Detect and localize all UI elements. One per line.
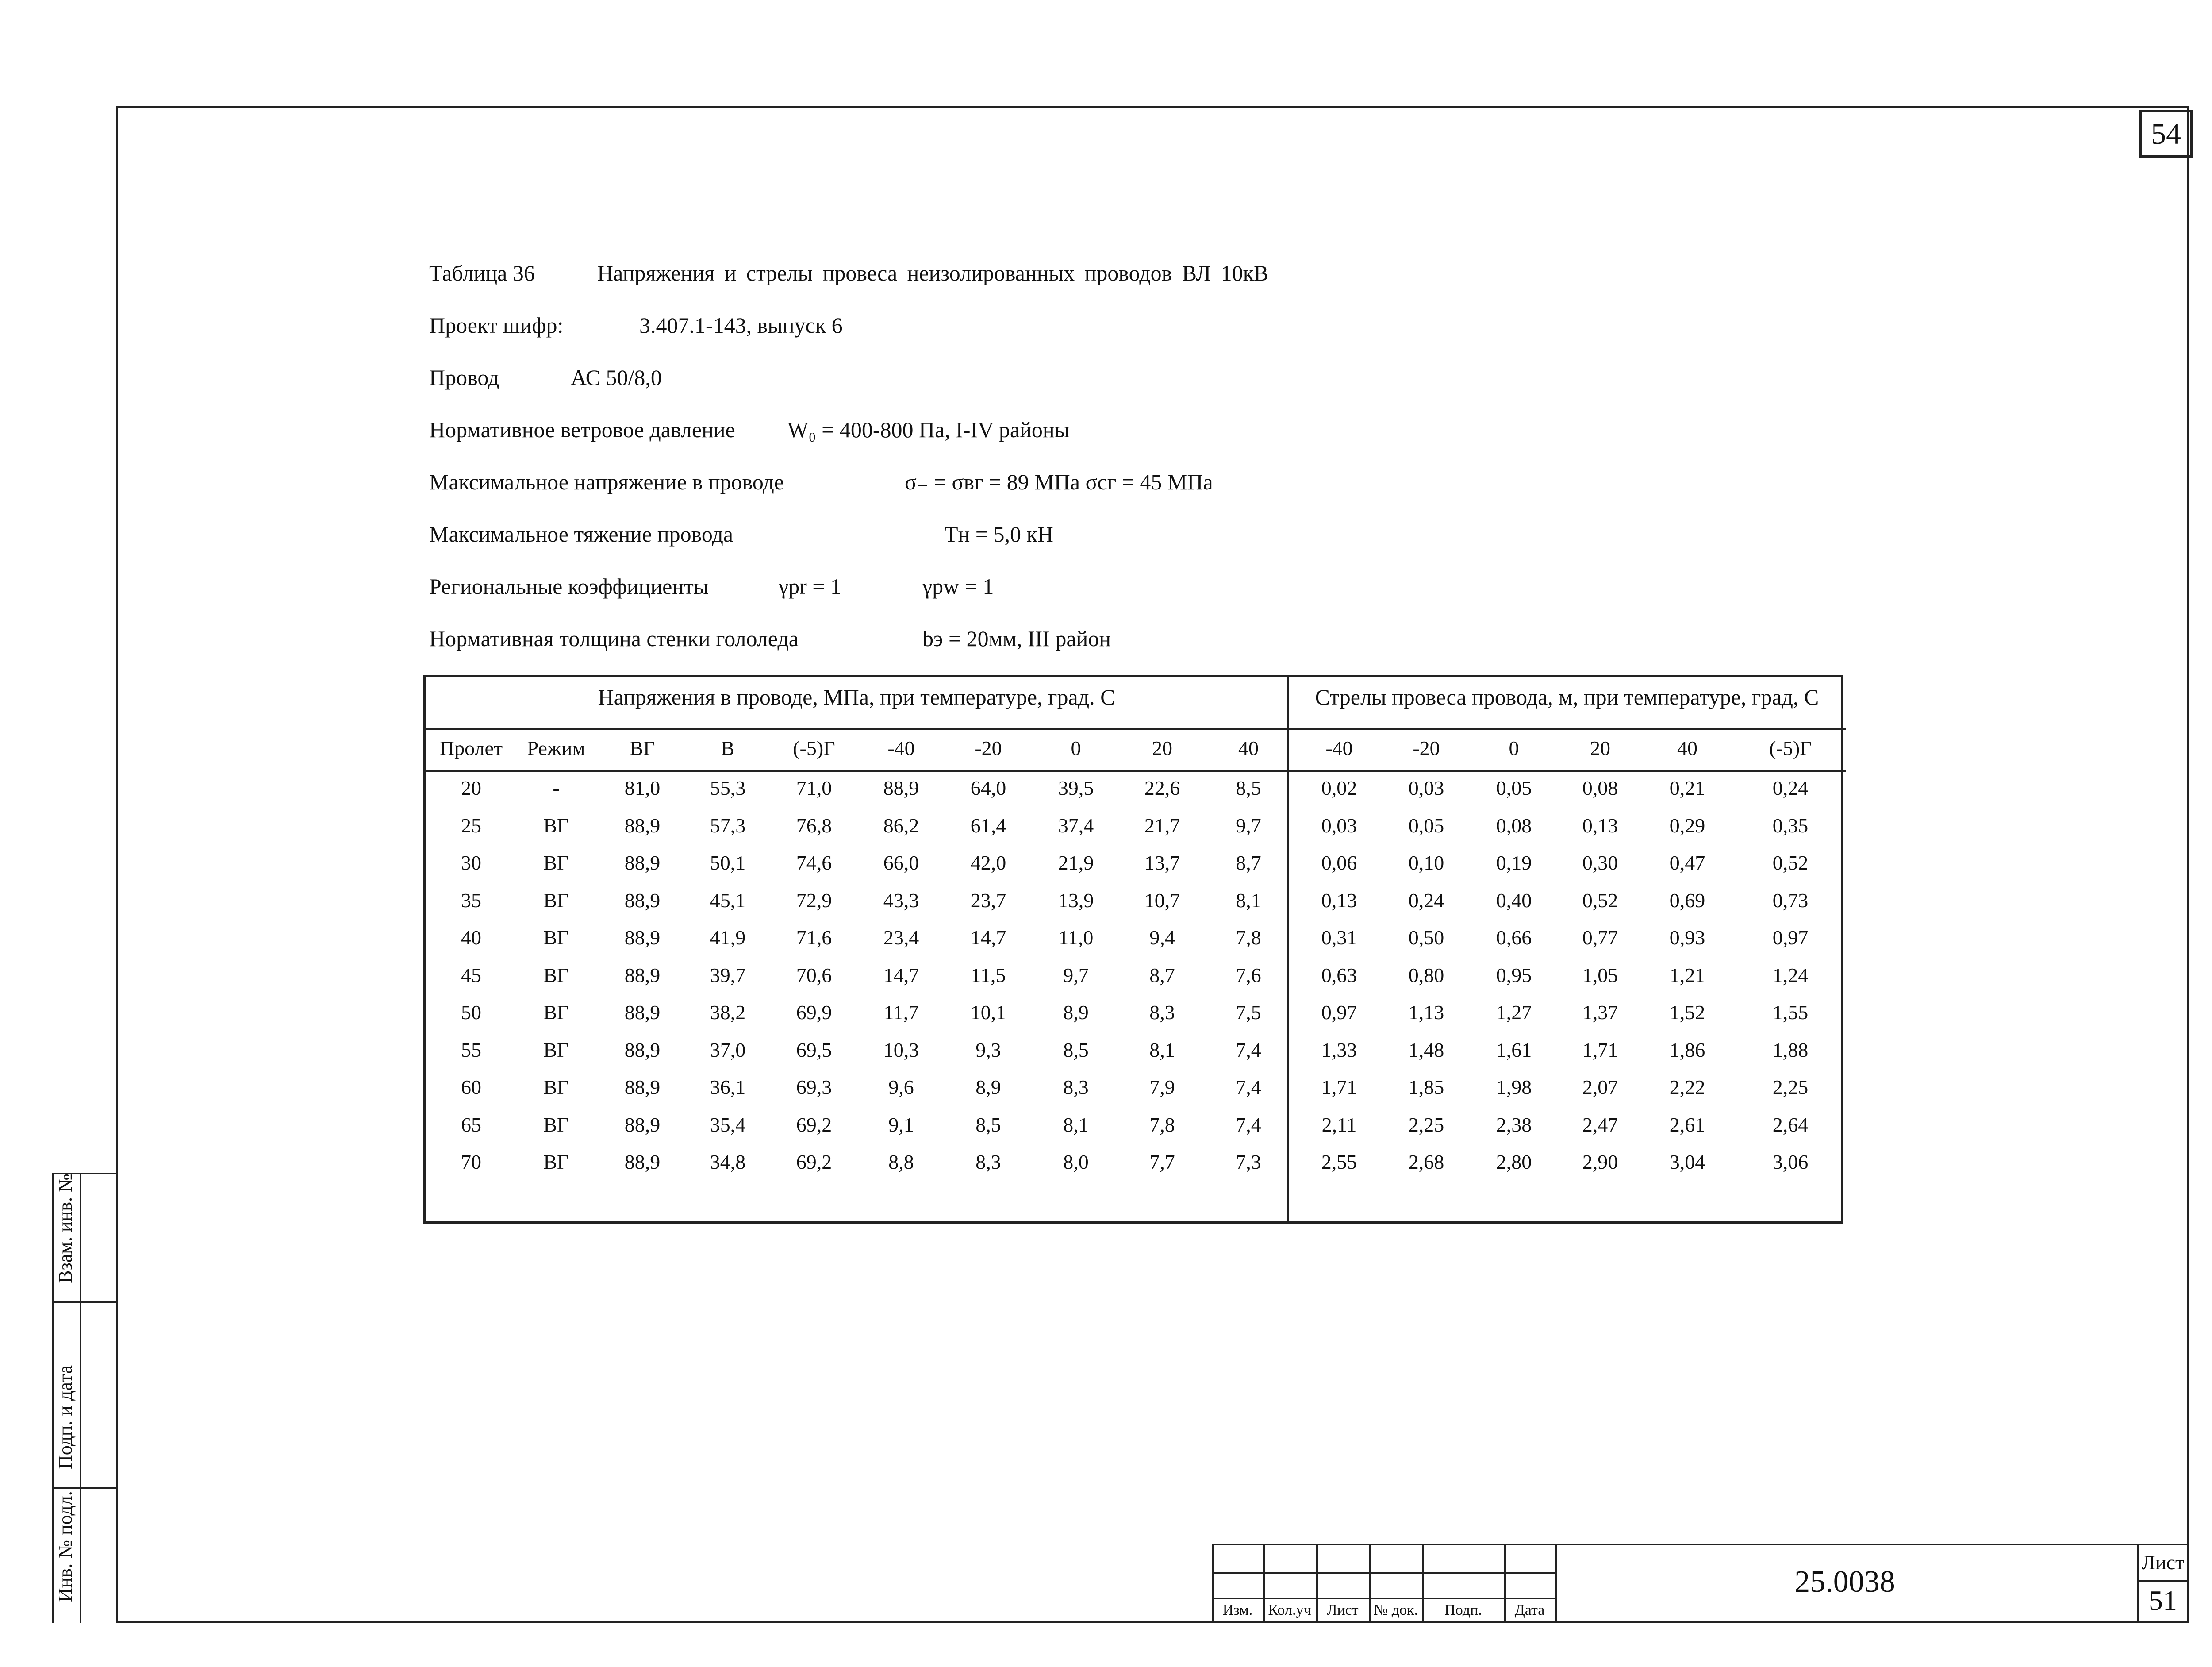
- table-cell: 0,13: [1321, 889, 1357, 912]
- sheet-label: Лист: [2141, 1551, 2185, 1574]
- table-cell: ВГ: [543, 1038, 569, 1061]
- table-cell: 0,73: [1772, 889, 1809, 912]
- table-cell: 39,5: [1058, 777, 1094, 799]
- table-cell: 61,4: [970, 814, 1006, 837]
- table-cell: 13,7: [1144, 851, 1180, 874]
- table-cell: 10,3: [883, 1038, 919, 1061]
- table-cell: 64,0: [970, 777, 1006, 799]
- page-number: 54: [2139, 110, 2193, 158]
- table-label: Таблица 36: [429, 261, 535, 285]
- column-header: 40: [1238, 737, 1259, 759]
- stamp-right-rule: [1555, 1544, 1557, 1623]
- table-cell: 69,2: [796, 1151, 832, 1173]
- column-header: 20: [1152, 737, 1172, 759]
- column-header: Пролет: [439, 737, 503, 759]
- table-cell: 10,1: [970, 1001, 1006, 1024]
- table-cell: 69,3: [796, 1076, 832, 1098]
- table-cell: 0,40: [1496, 889, 1532, 912]
- table-cell: 11,7: [883, 1001, 919, 1024]
- table-cell: 3,06: [1772, 1151, 1809, 1173]
- stamp-label: Лист: [1327, 1602, 1359, 1618]
- table-cell: 0,66: [1496, 926, 1532, 949]
- table-cell: 0,97: [1772, 926, 1809, 949]
- table-cell: 8,3: [1149, 1001, 1175, 1024]
- table-rule-header: [426, 770, 1846, 772]
- table-cell: 8,3: [975, 1151, 1001, 1173]
- table-cell: 57,3: [710, 814, 746, 837]
- side-label-replace: Взам. инв. №: [54, 1174, 76, 1283]
- table-cell: 8,5: [1063, 1038, 1089, 1061]
- column-header: 0: [1071, 737, 1081, 759]
- table-cell: 88,9: [624, 1076, 661, 1098]
- table-cell: 8,3: [1063, 1076, 1089, 1098]
- table-cell: 2,90: [1582, 1151, 1618, 1173]
- table-cell: ВГ: [543, 889, 569, 912]
- data-table: [423, 675, 1843, 1224]
- table-cell: 60: [461, 1076, 481, 1098]
- table-cell: 1,98: [1496, 1076, 1532, 1098]
- table-cell: 34,8: [710, 1151, 746, 1173]
- table-cell: 13,9: [1058, 889, 1094, 912]
- table-cell: 1,61: [1496, 1038, 1532, 1061]
- table-cell: 0,93: [1669, 926, 1705, 949]
- project-label: Проект шифр:: [429, 313, 564, 338]
- table-cell: 1,52: [1669, 1001, 1705, 1024]
- table-cell: 37,4: [1058, 814, 1094, 837]
- column-header: -20: [1413, 737, 1440, 759]
- table-cell: 0,05: [1408, 814, 1444, 837]
- table-cell: 2,22: [1669, 1076, 1705, 1098]
- column-header: 20: [1590, 737, 1610, 759]
- table-cell: 1,71: [1321, 1076, 1357, 1098]
- table-cell: 7,4: [1236, 1038, 1261, 1061]
- column-header: 40: [1677, 737, 1697, 759]
- max-stress-value: σ₋ = σвг = 89 МПа σсг = 45 МПа: [905, 470, 1213, 494]
- wind-value: W₀ = 400-800 Па, I-IV районы: [787, 417, 1070, 442]
- table-cell: 39,7: [710, 963, 746, 986]
- table-cell: 0,52: [1582, 889, 1618, 912]
- column-header: -40: [1325, 737, 1353, 759]
- table-cell: 20: [461, 777, 481, 799]
- table-cell: 21,9: [1058, 851, 1094, 874]
- table-cell: 0,29: [1669, 814, 1705, 837]
- table-cell: 0,95: [1496, 963, 1532, 986]
- table-cell: 7,4: [1236, 1113, 1261, 1136]
- regional-value-2: γpw = 1: [922, 574, 994, 599]
- table-cell: 1,21: [1669, 963, 1705, 986]
- table-cell: 45: [461, 963, 481, 986]
- regional-label: Региональные коэффициенты: [429, 574, 709, 599]
- sheet-number: 51: [2149, 1585, 2177, 1616]
- table-title: Напряжения и стрелы провеса неизолированных проводов ВЛ 10кВ: [597, 261, 1269, 285]
- table-cell: 88,9: [624, 1038, 661, 1061]
- table-cell: -: [553, 777, 560, 799]
- table-cell: 7,8: [1149, 1113, 1175, 1136]
- table-cell: 76,8: [796, 814, 832, 837]
- table-cell: 7,4: [1236, 1076, 1261, 1098]
- table-cell: 0,50: [1408, 926, 1444, 949]
- stamp-label: Дата: [1514, 1602, 1545, 1618]
- table-cell: 35,4: [710, 1113, 746, 1136]
- table-cell: 30: [461, 851, 481, 874]
- table-cell: 74,6: [796, 851, 832, 874]
- table-cell: 1,88: [1772, 1038, 1809, 1061]
- table-cell: 8,9: [1063, 1001, 1089, 1024]
- stamp-label: Изм.: [1222, 1602, 1253, 1618]
- table-cell: 45,1: [710, 889, 746, 912]
- column-header: -40: [887, 737, 915, 759]
- table-rule-group: [426, 728, 1846, 730]
- table-cell: 70,6: [796, 963, 832, 986]
- table-cell: 0,80: [1408, 963, 1444, 986]
- doc-code: 25.0038: [1794, 1565, 1895, 1599]
- table-cell: 11,0: [1058, 926, 1094, 949]
- table-cell: 2,61: [1669, 1113, 1705, 1136]
- group-header-sag: Стрелы провеса провода, м, при температуре, град, С: [1315, 685, 1819, 709]
- table-cell: 0,24: [1772, 777, 1809, 799]
- table-cell: 7,3: [1236, 1151, 1261, 1173]
- table-cell: 2,80: [1496, 1151, 1532, 1173]
- stamp-label: № док.: [1373, 1602, 1418, 1618]
- table-cell: 1,48: [1408, 1038, 1444, 1061]
- table-cell: 0,10: [1408, 851, 1444, 874]
- table-cell: 72,9: [796, 889, 832, 912]
- column-header: -20: [975, 737, 1002, 759]
- table-cell: 0,02: [1321, 777, 1357, 799]
- table-cell: 0,13: [1582, 814, 1618, 837]
- stamp-label: Подп.: [1444, 1602, 1482, 1618]
- table-cell: 0,06: [1321, 851, 1357, 874]
- table-cell: 8,0: [1063, 1151, 1089, 1173]
- table-cell: 88,9: [624, 1001, 661, 1024]
- table-cell: 8,9: [975, 1076, 1001, 1098]
- table-cell: 9,4: [1149, 926, 1175, 949]
- table-cell: ВГ: [543, 1076, 569, 1098]
- table-cell: 88,9: [624, 1113, 661, 1136]
- table-cell: 2,55: [1321, 1151, 1357, 1173]
- ice-value: bэ = 20мм, III район: [922, 626, 1111, 651]
- table-cell: 8,1: [1149, 1038, 1175, 1061]
- stamp-label: Кол.уч: [1268, 1602, 1311, 1618]
- max-tension-value: Tн = 5,0 кН: [945, 522, 1053, 547]
- column-header: (-5)Г: [1769, 737, 1812, 759]
- side-label-inv: Инв. № подл.: [54, 1491, 76, 1602]
- table-cell: 1,37: [1582, 1001, 1618, 1024]
- table-cell: 36,1: [710, 1076, 746, 1098]
- table-cell: 88,9: [624, 963, 661, 986]
- side-rule-2: [52, 1487, 116, 1489]
- table-cell: 69,5: [796, 1038, 832, 1061]
- table-cell: 2,11: [1321, 1113, 1357, 1136]
- table-cell: 7,5: [1236, 1001, 1261, 1024]
- table-cell: 43,3: [883, 889, 919, 912]
- table-cell: 0,35: [1772, 814, 1809, 837]
- table-cell: 1,33: [1321, 1038, 1357, 1061]
- table-cell: 55: [461, 1038, 481, 1061]
- table-cell: 22,6: [1144, 777, 1180, 799]
- table-cell: 8,8: [888, 1151, 914, 1173]
- table-cell: 1,27: [1496, 1001, 1532, 1024]
- table-cell: 0,03: [1408, 777, 1444, 799]
- table-cell: 2,25: [1772, 1076, 1809, 1098]
- ice-label: Нормативная толщина стенки гололеда: [429, 626, 799, 651]
- table-cell: 23,7: [970, 889, 1006, 912]
- table-cell: 9,7: [1236, 814, 1261, 837]
- table-cell: ВГ: [543, 926, 569, 949]
- table-cell: 2,47: [1582, 1113, 1618, 1136]
- table-cell: 21,7: [1144, 814, 1180, 837]
- side-rule-1: [52, 1301, 116, 1303]
- table-cell: 81,0: [624, 777, 661, 799]
- table-cell: 10,7: [1144, 889, 1180, 912]
- project-value: 3.407.1-143, выпуск 6: [639, 313, 843, 338]
- table-cell: 0,63: [1321, 963, 1357, 986]
- table-cell: 70: [461, 1151, 481, 1173]
- table-cell: 7,9: [1149, 1076, 1175, 1098]
- table-cell: 3,04: [1669, 1151, 1705, 1173]
- table-cell: 0,77: [1582, 926, 1618, 949]
- table-cell: 1,13: [1408, 1001, 1444, 1024]
- table-cell: 2,64: [1772, 1113, 1809, 1136]
- table-cell: 2,25: [1408, 1113, 1444, 1136]
- column-header: Режим: [527, 737, 585, 759]
- table-cell: 1,71: [1582, 1038, 1618, 1061]
- table-cell: 71,0: [796, 777, 832, 799]
- max-stress-label: Максимальное напряжение в проводе: [429, 470, 784, 494]
- table-cell: 11,5: [971, 963, 1006, 986]
- table-cell: 35: [461, 889, 481, 912]
- table-cell: 0,05: [1496, 777, 1532, 799]
- table-cell: 23,4: [883, 926, 919, 949]
- table-cell: 88,9: [624, 814, 661, 837]
- table-cell: 8,7: [1149, 963, 1175, 986]
- wire-label: Провод: [429, 365, 499, 390]
- table-cell: 25: [461, 814, 481, 837]
- table-cell: 0,52: [1772, 851, 1809, 874]
- table-cell: 8,7: [1236, 851, 1261, 874]
- table-cell: 0,69: [1669, 889, 1705, 912]
- table-cell: 0,31: [1321, 926, 1357, 949]
- table-cell: 88,9: [624, 926, 661, 949]
- table-cell: 7,6: [1236, 963, 1261, 986]
- table-cell: 50,1: [710, 851, 746, 874]
- table-cell: ВГ: [543, 1001, 569, 1024]
- table-cell: 69,2: [796, 1113, 832, 1136]
- side-rule-inner: [80, 1173, 81, 1623]
- table-cell: 9,6: [888, 1076, 914, 1098]
- table-cell: 88,9: [624, 1151, 661, 1173]
- table-cell: 0,08: [1582, 777, 1618, 799]
- table-cell: 50: [461, 1001, 481, 1024]
- table-cell: 9,7: [1063, 963, 1089, 986]
- table-cell: 1,85: [1408, 1076, 1444, 1098]
- table-cell: ВГ: [543, 1151, 569, 1173]
- table-cell: ВГ: [543, 1113, 569, 1136]
- table-cell: 42,0: [970, 851, 1006, 874]
- table-cell: 14,7: [970, 926, 1006, 949]
- table-cell: 66,0: [883, 851, 919, 874]
- table-cell: 71,6: [796, 926, 832, 949]
- table-cell: 88,9: [624, 851, 661, 874]
- table-cell: 65: [461, 1113, 481, 1136]
- table-cell: 2,38: [1496, 1113, 1532, 1136]
- wire-value: АС 50/8,0: [571, 365, 662, 390]
- table-cell: 0,47: [1669, 851, 1705, 874]
- column-header: ВГ: [630, 737, 655, 759]
- stamp-top-rule: [1212, 1544, 2189, 1545]
- table-cell: 7,7: [1149, 1151, 1175, 1173]
- table-cell: 0,24: [1408, 889, 1444, 912]
- table-cell: 86,2: [883, 814, 919, 837]
- table-cell: 0,21: [1669, 777, 1705, 799]
- column-header: 0: [1509, 737, 1519, 759]
- table-cell: 37,0: [710, 1038, 746, 1061]
- table-cell: 55,3: [710, 777, 746, 799]
- table-cell: 0,97: [1321, 1001, 1357, 1024]
- table-cell: 38,2: [710, 1001, 746, 1024]
- table-cell: 0,30: [1582, 851, 1618, 874]
- table-cell: 88,9: [624, 889, 661, 912]
- table-cell: 1,55: [1772, 1001, 1809, 1024]
- table-cell: 8,5: [975, 1113, 1001, 1136]
- table-cell: 0,08: [1496, 814, 1532, 837]
- group-header-stress: Напряжения в проводе, МПа, при температуре, град. С: [598, 685, 1115, 709]
- table-cell: 41,9: [710, 926, 746, 949]
- table-cell: 9,3: [975, 1038, 1001, 1061]
- table-cell: 14,7: [883, 963, 919, 986]
- table-cell: 8,1: [1236, 889, 1261, 912]
- table-cell: 1,86: [1669, 1038, 1705, 1061]
- side-label-sign: Подп. и дата: [54, 1365, 76, 1469]
- table-cell: ВГ: [543, 814, 569, 837]
- table-cell: 8,5: [1236, 777, 1261, 799]
- table-cell: 1,24: [1772, 963, 1809, 986]
- table-cell: ВГ: [543, 963, 569, 986]
- table-cell: 2,07: [1582, 1076, 1618, 1098]
- column-header: В: [721, 737, 735, 759]
- table-cell: 8,1: [1063, 1113, 1089, 1136]
- table-cell: 7,8: [1236, 926, 1261, 949]
- table-cell: ВГ: [543, 851, 569, 874]
- max-tension-label: Максимальное тяжение провода: [429, 522, 733, 547]
- table-cell: 0,03: [1321, 814, 1357, 837]
- table-cell: 40: [461, 926, 481, 949]
- wind-label: Нормативное ветровое давление: [429, 417, 735, 442]
- column-header: (-5)Г: [793, 737, 835, 759]
- table-cell: 69,9: [796, 1001, 832, 1024]
- table-cell: 2,68: [1408, 1151, 1444, 1173]
- table-group-divider: [1287, 677, 1289, 1224]
- sheet-box-mid: [2137, 1580, 2189, 1582]
- table-cell: 9,1: [888, 1113, 914, 1136]
- table-cell: 0,19: [1496, 851, 1532, 874]
- table-cell: 1,05: [1582, 963, 1618, 986]
- table-cell: 88,9: [883, 777, 919, 799]
- regional-value-1: γpr = 1: [779, 574, 841, 599]
